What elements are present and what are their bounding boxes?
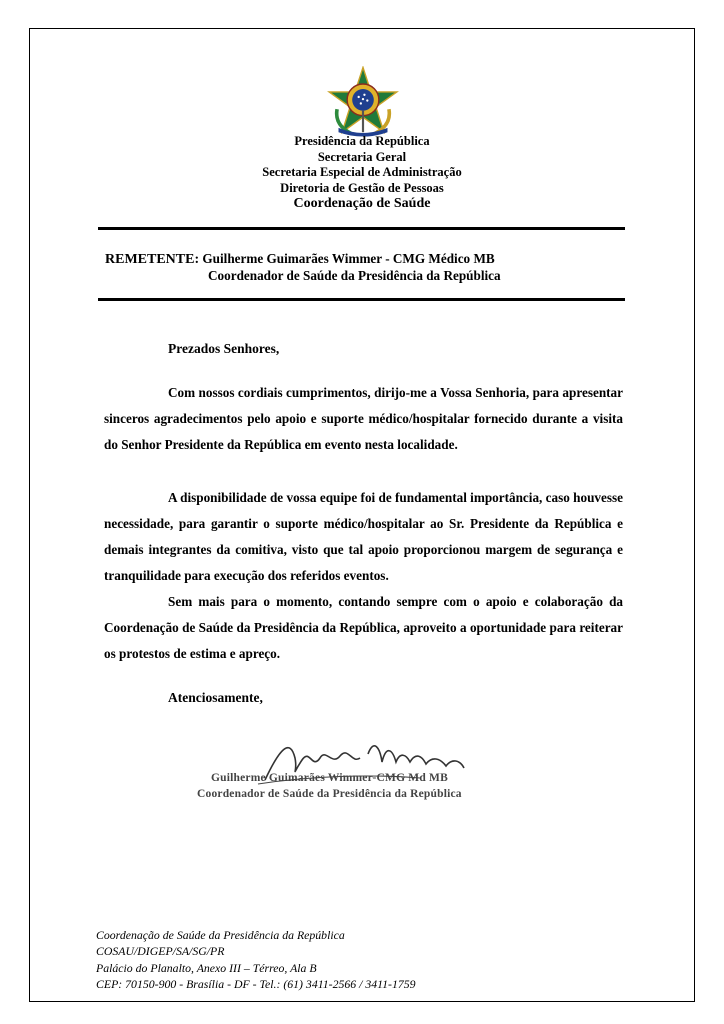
paragraph-3: Sem mais para o momento, contando sempre com o apoio e colaboração da Coordenação de Saúde da Presidência da República, aproveito a oportunidade para reiterar os protestos de estima e apreço. <box>104 594 623 661</box>
header-divider-top <box>98 227 625 230</box>
footer-address <box>96 927 416 992</box>
header-diretoria: Diretoria de Gestão de Pessoas <box>280 180 444 195</box>
paragraph-2: A disponibilidade de vossa equipe foi de fundamental importância, caso houvesse necessidade, para garantir o suporte médico/hospitalar ao Sr. Presidente da República e demais integrantes da comitiva, visto que tal apoio proporcionou margem de segurança e tranquilidade para execução dos referidos eventos. <box>104 490 623 583</box>
footer-line-3: Palácio do Planalto, Anexo III – Térreo, Ala B <box>96 960 317 975</box>
header-divider-bottom <box>98 298 625 301</box>
signature-name: Guilherme Guimarães Wimmer-CMG Md MB <box>211 772 448 784</box>
signature-title: Coordenador de Saúde da Presidência da República <box>197 788 462 800</box>
greeting: Prezados Senhores, <box>168 341 280 356</box>
footer-line-2: COSAU/DIGEP/SA/SG/PR <box>96 944 225 959</box>
sender-name: Guilherme Guimarães Wimmer - CMG Médico MB <box>202 251 495 266</box>
brazil-coat-of-arms-icon <box>327 66 399 138</box>
paragraph-1: Com nossos cordiais cumprimentos, dirijo-me a Vossa Senhoria, para apresentar sinceros agradecimentos pelo apoio e suporte médico/hospitalar fornecido durante a visita do Senhor Presidente da República em evento nesta localidade. <box>104 385 623 452</box>
header-coordenacao: Coordenação de Saúde <box>293 196 431 211</box>
header-presidencia: Presidência da República <box>294 134 430 148</box>
sender-label: REMETENTE: <box>105 252 200 267</box>
header-secretaria-especial: Secretaria Especial de Administração <box>262 165 462 179</box>
footer-line-4: CEP: 70150-900 - Brasília - DF - Tel.: (61) 3411-2566 / 3411-1759 <box>96 976 416 991</box>
footer-line-1: Coordenação de Saúde da Presidência da República <box>96 928 345 942</box>
sender-line <box>105 251 495 268</box>
header-secretaria-geral: Secretaria Geral <box>317 149 407 164</box>
sender-role: Coordenador de Saúde da Presidência da República <box>208 268 501 283</box>
closing: Atenciosamente, <box>168 690 263 705</box>
